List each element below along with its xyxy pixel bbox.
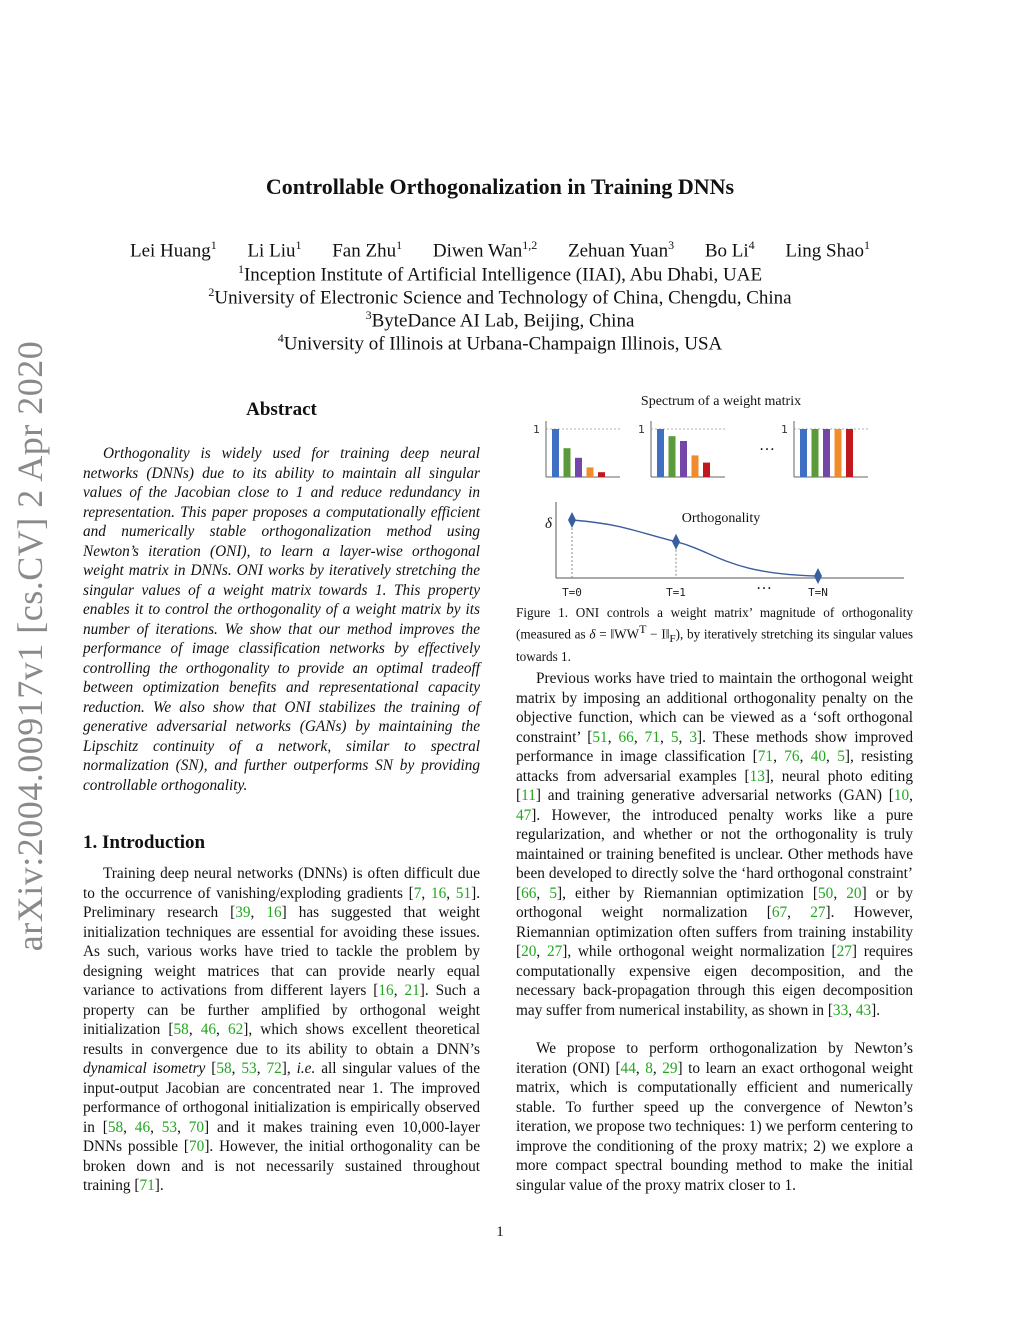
citation-link[interactable]: 8 (645, 1059, 653, 1077)
ellipsis-bottom: … (756, 576, 772, 593)
citation-link[interactable]: 5 (837, 748, 845, 765)
citation-link[interactable]: 11 (521, 787, 536, 804)
curve-diamond-marker (672, 534, 680, 550)
spectrum-bar (657, 429, 664, 477)
citation-link[interactable]: 3 (689, 728, 697, 746)
arxiv-side-stamp (0, 340, 60, 952)
spectrum-bar (680, 441, 687, 477)
author-list (0, 238, 1000, 262)
citation-link[interactable]: 71 (139, 1177, 155, 1194)
citation-link[interactable]: 67 (771, 904, 788, 921)
axis-one-label: 1 (638, 423, 645, 436)
author: Li Liu$^1$ (247, 238, 302, 262)
citation-link[interactable]: 66 (618, 728, 634, 746)
abstract-text: Orthogonality is widely used for training deep neural networks (DNNs) due to its ability to maintain all singular values of the Jacobian close to 1 and reduce redundancy in representation. This paper proposes a computationally efficient and numerically stable orthogonalization method using Newton’s iteration (ONI), to learn a layer-wise orthogonal weight matrix in DNNs. ONI works by iteratively stretching the singular values of a weight matrix towards 1. This property enables it to control the orthogonality of a weight matrix by its number of iterations. We show that our method improves the performance of image classification networks by effectively controlling the orthogonality to provide an optimal tradeoff between optimization benefits and representational capacity reduction. We also show that ONI stabilizes the training of generative adversarial networks (GANs) by maintaining the Lipschitz continuity of a network, similar to spectral normalization (SN), and further outperforms SN by providing controllable orthogonality. (83, 445, 480, 794)
intro-heading: 1. Introduction (83, 832, 206, 853)
citation-link[interactable]: 51 (592, 728, 608, 746)
citation-link[interactable]: 76 (784, 748, 800, 765)
citation-link[interactable]: 27 (546, 943, 563, 960)
citation-link[interactable]: 27 (836, 943, 852, 960)
citation-link[interactable]: 62 (227, 1021, 244, 1038)
right-paragraph-1: Previous works have tried to maintain the orthogonal weight matrix by imposing an additional orthogonality penalty on the objective function, which can be viewed as a ‘soft orthogonal constraint’ [51, 66, 71, 5, 3]. These methods show improved performance in image classification [71, 76, 40, 5], resisting attacks from adversarial examples [13], neural photo editing [11] and training generative adversarial networks (GAN) [10, 47]. However, the introduced penalty works like a pure regularization, and whether or not the orthogonality is truly maintained or training benefited is unclear. Other methods have been developed to directly solve the ‘hard orthogonal constraint’ [66, 5], either by Riemannian optimization [50, 20] or by orthogonal weight normalization [67, 27]. However, Riemannian optimization often suffers from training instability [20, 27], while orthogonal weight normalization [27] requires computationally expensive eigen decomposition, and the necessary back-propagation through this eigen decomposition may suffer from numerical instability, as shown in [33, 43]. (516, 670, 913, 1019)
citation-link[interactable]: 58 (216, 1060, 232, 1077)
spectrum-bar (587, 467, 594, 477)
citation-link[interactable]: 71 (757, 748, 774, 765)
delta-axis-label: δ (545, 516, 552, 532)
citation-link[interactable]: 46 (200, 1021, 217, 1038)
right-paragraph-2: We propose to perform orthogonalization by Newton’s iteration (ONI) [44, 8, 29] to learn an exact orthogonal weight matrix, which is computationally efficient and numerically stable. To further speed up the convergence of Newton’s iteration, we propose two techniques: 1) we perform centering to improve the conditioning of the proxy matrix; 2) we explore a more compact spectral bounding method to make the initial singular value of the proxy matrix closer to 1. (516, 1040, 913, 1194)
citation-link[interactable]: 43 (855, 1001, 872, 1019)
citation-link[interactable]: 53 (241, 1060, 257, 1077)
citation-link[interactable]: 44 (620, 1059, 636, 1077)
citation-link[interactable]: 5 (549, 884, 558, 902)
citation-link[interactable]: 20 (521, 943, 537, 960)
spectrum-bar (598, 472, 605, 477)
citation-link[interactable]: 33 (832, 1001, 849, 1019)
citation-link[interactable]: 70 (188, 1118, 205, 1136)
author: Lei Huang$^1$ (129, 238, 217, 262)
orthogonality-curve (572, 520, 818, 576)
spectrum-bar (564, 448, 571, 477)
curve-tick-label: T=1 (666, 586, 686, 599)
intro-paragraph: Training deep neural networks (DNNs) is often difficult due to the occurrence of vanishing/exploding gradients [7, 16, 51]. Preliminary research [39, 16] has suggested that weight initialization techniques are essential for avoiding these issues. As such, various works have tried to tackle the problem by designing weight matrices that can provide nearly equal variance to activations from different layers [16, 21]. Such a property can be further amplified by orthogonal weight initialization [58, 46, 62], which shows excellent theoretical results in convergence due to its ability to obtain a DNN’s dynamical isometry [58, 53, 72], i.e. all singular values of the input-output Jacobian are concentrated near 1. The improved performance of orthogonal initialization is empirically observed in [58, 46, 53, 70] and it makes training even 10,000-layer DNNs possible [70]. However, the initial orthogonality can be broken down and is not necessarily sustained throughout training [71]. (83, 865, 481, 1194)
curve-diamond-marker (814, 568, 822, 584)
citation-link[interactable]: 53 (161, 1118, 178, 1136)
axis-one-label: 1 (533, 423, 540, 436)
citation-link[interactable]: 20 (846, 884, 862, 902)
author: Bo Li$^4$ (704, 238, 755, 262)
citation-link[interactable]: 10 (893, 787, 910, 804)
citation-link[interactable]: 72 (266, 1060, 282, 1077)
axis-one-label: 1 (781, 423, 788, 436)
spectrum-bar (846, 429, 853, 477)
citation-link[interactable]: 27 (810, 904, 826, 921)
citation-link[interactable]: 71 (644, 728, 660, 746)
citation-link[interactable]: 51 (455, 884, 472, 902)
citation-link[interactable]: 70 (189, 1138, 205, 1155)
affiliation: $^1$Inception Institute of Artificial Intelligence (IIAI), Abu Dhabi, UAE (237, 262, 763, 286)
author: Ling Shao$^1$ (785, 238, 871, 262)
citation-link[interactable]: 39 (235, 904, 251, 921)
affiliation: $^4$University of Illinois at Urbana-Champaign Illinois, USA (277, 331, 723, 355)
abstract-heading: Abstract (246, 399, 317, 420)
citation-link[interactable]: 16 (430, 884, 447, 902)
orthogonality-label: Orthogonality (681, 511, 761, 526)
spectrum-bar (552, 429, 559, 477)
paper-title: Controllable Orthogonalization in Training DNNs (265, 174, 735, 199)
spectrum-bar (692, 455, 699, 477)
citation-link[interactable]: 7 (413, 884, 422, 902)
citation-link[interactable]: 40 (810, 748, 827, 765)
citation-link[interactable]: 58 (107, 1118, 124, 1136)
author: Fan Zhu$^1$ (332, 238, 403, 262)
citation-link[interactable]: 13 (749, 767, 765, 785)
arxiv-stamp-text: arXiv:2004.00917v1 [cs.CV] 2 Apr 2020 (10, 340, 51, 952)
spectrum-title: Spectrum of a weight matrix (640, 394, 802, 409)
figure-1-graphic (516, 388, 916, 602)
curve-tick-label: T=0 (562, 586, 582, 599)
citation-link[interactable]: 47 (516, 806, 532, 824)
spectrum-bar (575, 458, 582, 477)
citation-link[interactable]: 5 (670, 728, 679, 746)
citation-link[interactable]: 46 (134, 1118, 151, 1136)
curve-tick-label: T=N (808, 586, 828, 599)
spectrum-bar (835, 429, 842, 477)
author: Zehuan Yuan$^3$ (568, 238, 675, 262)
citation-link[interactable]: 16 (266, 904, 282, 921)
figure-caption: Figure 1. ONI controls a weight matrix’ magnitude of orthogonality (measured as $\delta = ‖WW^T$ − $I‖_F$), by iteratively stretching its singular values towards 1. (516, 605, 913, 665)
spectrum-bar (669, 436, 676, 477)
curve-diamond-marker (568, 512, 576, 528)
spectrum-bar (703, 463, 710, 477)
figure-1 (516, 388, 916, 602)
ellipsis-top: … (759, 437, 775, 454)
spectrum-bar-panels (533, 421, 868, 477)
citation-link[interactable]: 21 (404, 982, 420, 999)
citation-link[interactable]: 50 (818, 884, 834, 902)
citation-link[interactable]: 66 (521, 884, 537, 902)
affiliation: $^2$University of Electronic Science and Technology of China, Chengdu, China (208, 285, 792, 309)
spectrum-bar (800, 429, 807, 477)
page-number: 1 (496, 1224, 504, 1240)
citation-link[interactable]: 29 (662, 1059, 678, 1077)
citation-link[interactable]: 16 (378, 982, 394, 999)
citation-link[interactable]: 58 (173, 1021, 189, 1038)
author: Diwen Wan$^{1,2}$ (432, 238, 538, 262)
spectrum-bar (812, 429, 819, 477)
spectrum-bar (823, 429, 830, 477)
affiliation: $^3$ByteDance AI Lab, Beijing, China (365, 308, 635, 332)
